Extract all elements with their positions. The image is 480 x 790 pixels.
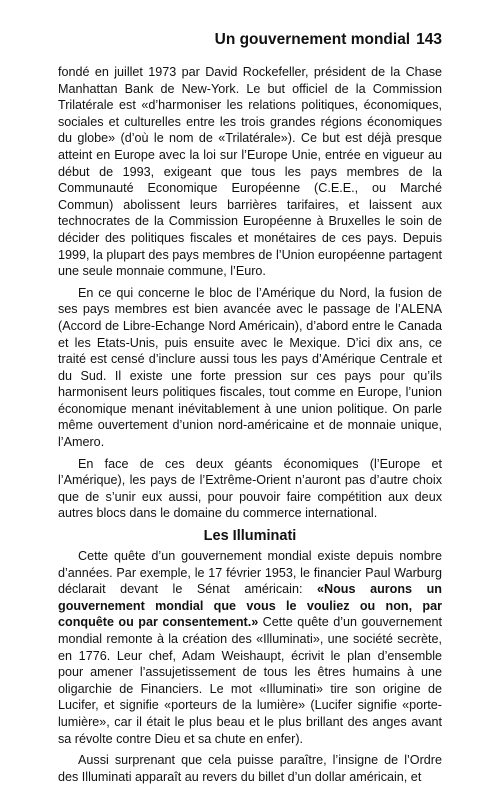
paragraph-illuminati-rest: Cette quête d’un gouvernement mondial remonte à la création des «Illuminati», une société secrète, en 1776. Leur chef, Adam Weishaupt, écrivit le plan d’ensemble pour amener l’assujetissement de tous les êtres humains à une oligarchie de Financiers. Le mot «Illuminati» tire son origine de Lucifer, et signifie «porteurs de la lumière» (Lucifer signifie «porte-lumière», car il était le plus beau et le plus brillant des anges avant sa révolte contre Dieu et sa chute en enfer). — [58, 615, 442, 746]
book-page — [58, 30, 442, 790]
paragraph-illuminati — [58, 548, 442, 747]
page-number: 143 — [416, 31, 442, 48]
paragraph-north-america: En ce qui concerne le bloc de l’Amérique du Nord, la fusion de ses pays membres est bien avancée avec le passage de l’ALENA (Accord de Libre-Echange Nord Américain), d’abord entre le Canada et les Etats-Unis, puis ensuite avec le Mexique. D’ici dix ans, ce traité est censé d’inclure aussi tous les pays d’Amérique Centrale et du Sud. Il existe une forte pression sur ces pays pour qu’ils harmonisent leurs politiques fiscales, tout comme en Europe, l’union économique menant inévitablement à une union politique. On parle même ouvertement d’union nord-américaine et de monnaie unique, l’Amero. — [58, 285, 442, 450]
running-header — [58, 30, 442, 50]
paragraph-illuminati-intro: Cette quête d’un gouvernement mondial existe depuis nombre d’années. Par exemple, le 17 février 1953, le financier Paul Warburg déclarait devant le Sénat américain: — [58, 549, 442, 597]
paragraph-dollar-bill: Aussi surprenant que cela puisse paraître, l’insigne de l’Ordre des Illuminati apparaît au revers du billet d’un dollar américain, et — [58, 753, 442, 784]
warburg-quote: «Nous aurons un gouvernement mondial que vous le vouliez ou non, par conquête ou par consentement.» — [58, 582, 442, 630]
paragraph-trilateral: fondé en juillet 1973 par David Rockefeller, président de la Chase Manhattan Bank de New-York. Le but officiel de la Commission Trilatérale est «d’harmoniser les relations politiques, économiques, sociales et culturelles entre les trois grandes régions économiques du globe» (d’où le nom de «Trilatérale»). Ce but est déjà presque atteint en Europe avec la loi sur l’Europe Unie, entrée en vigueur au début de 1993, exigeant que tous les pays membres de la Communauté Economique Européenne (C.E.E., ou Marché Commun) abolissent leurs barrières tarifaires, et laissent aux technocrates de la Commission Européenne à Bruxelles le soin de décider des politiques fiscales et monétaires de ces pays. Depuis 1999, la plupart des pays membres de l’Union européenne partagent une seule monnaie commune, l’Euro. — [58, 65, 442, 279]
chapter-title: Un gouvernement mondial — [214, 31, 411, 48]
paragraph-far-east: En face de ces deux géants économiques (l’Europe et l’Amérique), les pays de l’Extrême-Orient n’auront pas d’autre choix que de s’unir eux aussi, pour pouvoir faire compétition aux deux autres blocs dans le domaine du commerce international. — [58, 456, 442, 521]
section-heading: Les Illuminati — [203, 528, 297, 545]
